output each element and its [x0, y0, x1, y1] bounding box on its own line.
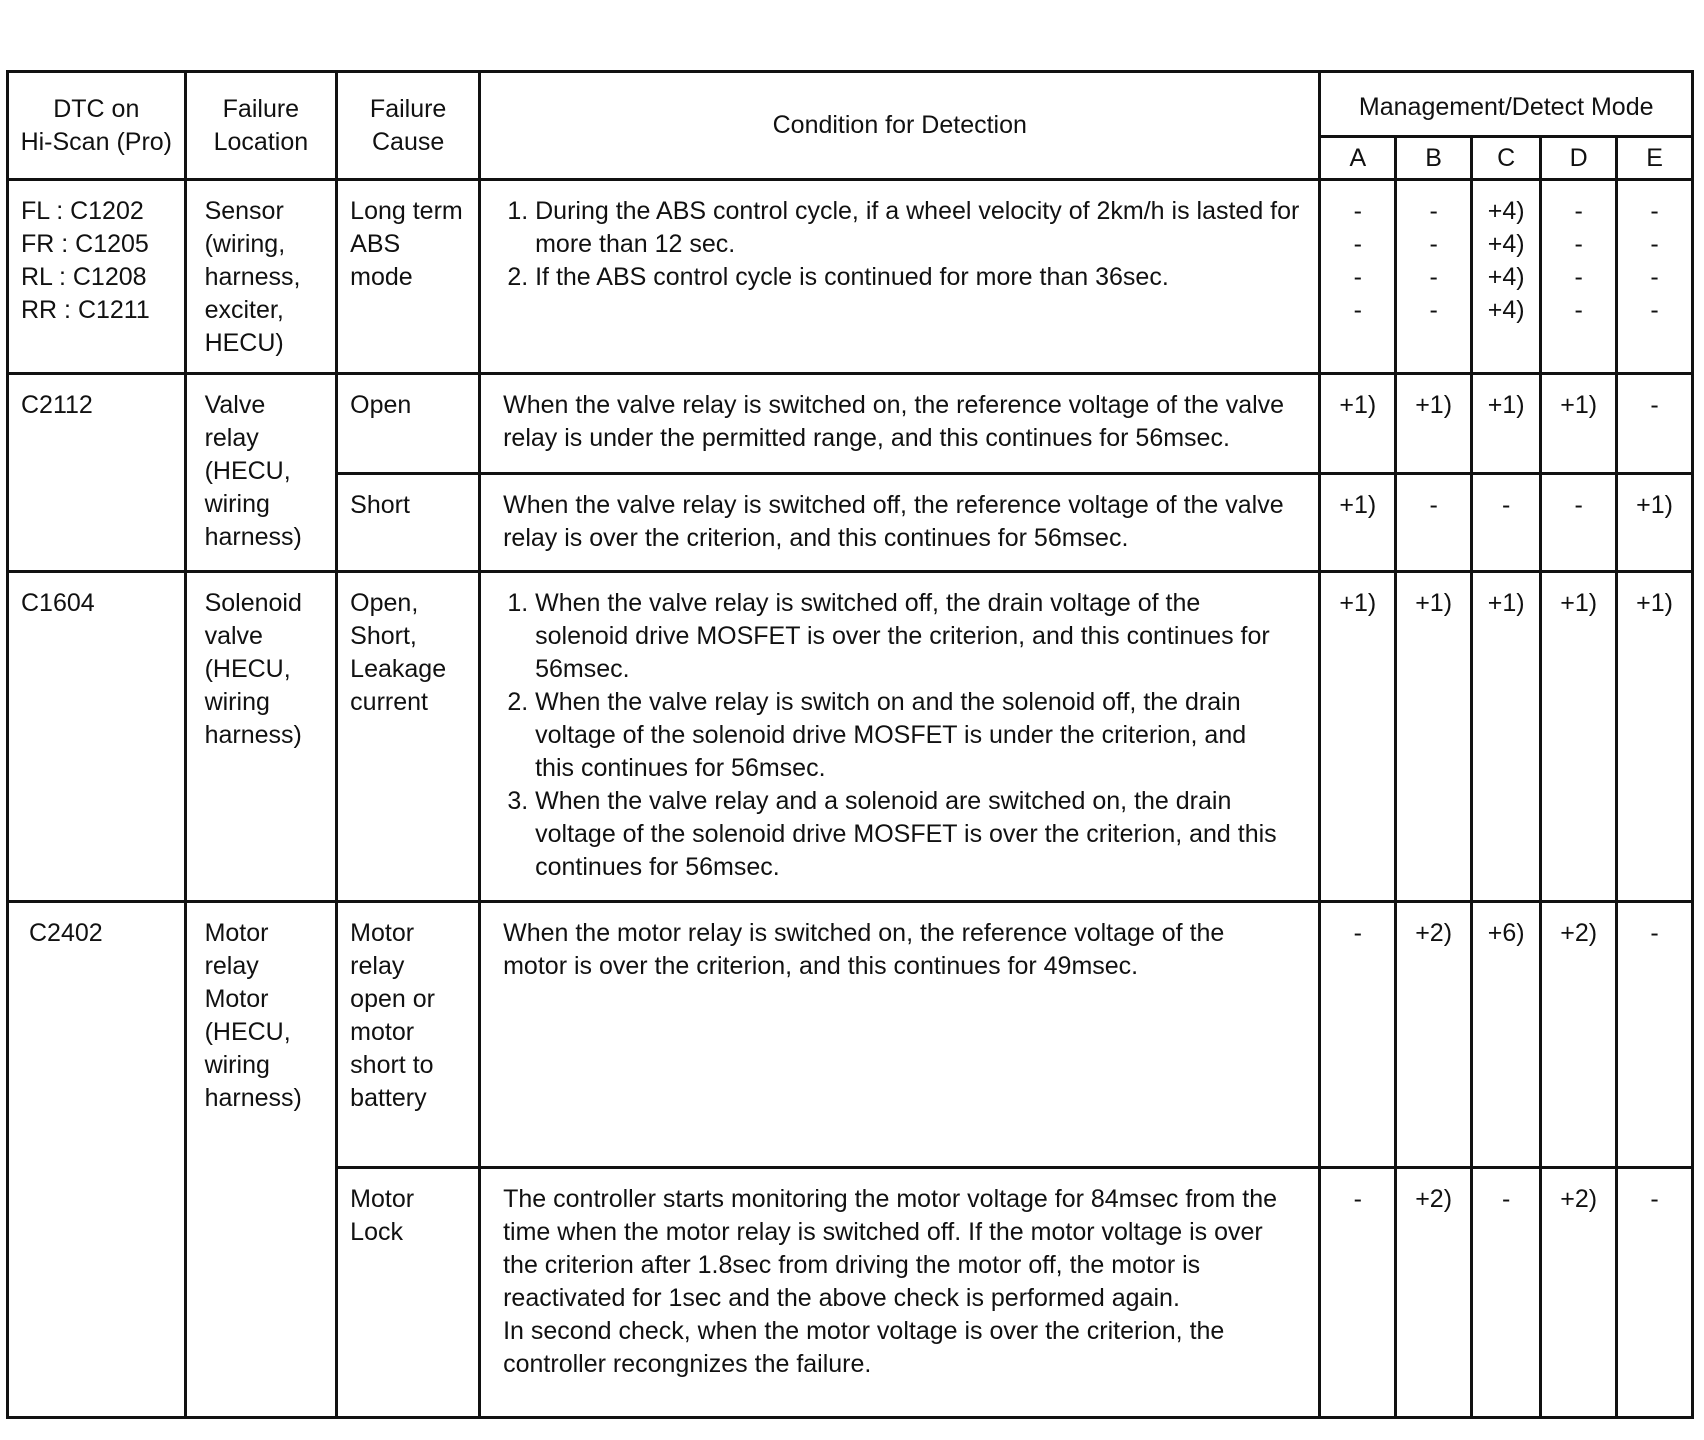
mode-a-cell: +1) — [1320, 374, 1396, 474]
mode-a-cell: +1) — [1320, 572, 1396, 902]
dtc-cell: C2112 — [8, 374, 186, 572]
condition-item: 2. If the ABS control cycle is continued for more than 36sec. — [535, 261, 1318, 294]
mode-c-cell: +4) +4) +4) +4) — [1472, 180, 1541, 374]
mode-e-cell: - — [1617, 1168, 1693, 1418]
mode-b-cell: - — [1396, 474, 1472, 572]
cause-cell: Motor Lock — [337, 1168, 480, 1418]
mode-b-cell: +1) — [1396, 572, 1472, 902]
location-cell: Motor relay Motor (HECU, wiring harness) — [185, 902, 337, 1418]
condition-item: 1. During the ABS control cycle, if a wheel velocity of 2km/h is lasted for more than 12 sec. — [535, 195, 1318, 261]
header-dtc: DTC on Hi-Scan (Pro) — [8, 72, 186, 180]
mode-d-cell: +1) — [1541, 572, 1617, 902]
header-condition: Condition for Detection — [480, 72, 1320, 180]
mode-a-cell: - — [1320, 902, 1396, 1168]
mode-c-cell: - — [1472, 474, 1541, 572]
dtc-table — [6, 70, 1694, 1419]
condition-item: 3. When the valve relay and a solenoid are switched on, the drain voltage of the solenoid drive MOSFET is over the criterion, and this continues for 56msec. — [535, 785, 1288, 884]
header-failure-cause: Failure Cause — [337, 72, 480, 180]
mode-b-cell: - - - - — [1396, 180, 1472, 374]
mode-e-cell: - - - - — [1617, 180, 1693, 374]
mode-e-cell: +1) — [1617, 572, 1693, 902]
table-row — [8, 902, 1693, 1168]
header-mode-a: A — [1320, 137, 1396, 180]
header-mode-d: D — [1541, 137, 1617, 180]
dtc-cell: FL : C1202 FR : C1205 RL : C1208 RR : C1211 — [8, 180, 186, 374]
mode-d-cell: - - - - — [1541, 180, 1617, 374]
condition-cell: When the valve relay is switched off, the reference voltage of the valve relay is over the criterion, and this continues for 56msec. — [480, 474, 1320, 572]
mode-c-cell: - — [1472, 1168, 1541, 1418]
mode-c-cell: +1) — [1472, 572, 1541, 902]
condition-cell — [480, 180, 1320, 374]
mode-a-cell: - — [1320, 1168, 1396, 1418]
mode-d-cell: - — [1541, 474, 1617, 572]
mode-c-cell: +6) — [1472, 902, 1541, 1168]
mode-e-cell: - — [1617, 902, 1693, 1168]
mode-d-cell: +2) — [1541, 1168, 1617, 1418]
table-row — [8, 374, 1693, 474]
mode-d-cell: +1) — [1541, 374, 1617, 474]
mode-b-cell: +1) — [1396, 374, 1472, 474]
dtc-cell: C1604 — [8, 572, 186, 902]
mode-e-cell: - — [1617, 374, 1693, 474]
condition-item: 2. When the valve relay is switch on and the solenoid off, the drain voltage of the solenoid drive MOSFET is under the criterion, and this continues for 56msec. — [535, 686, 1288, 785]
header-mode-b: B — [1396, 137, 1472, 180]
condition-cell: When the motor relay is switched on, the reference voltage of the motor is over the criterion, and this continues for 49msec. — [480, 902, 1320, 1168]
cause-cell: Motor relay open or motor short to battery — [337, 902, 480, 1168]
location-cell: Solenoid valve (HECU, wiring harness) — [185, 572, 337, 902]
header-mode-e: E — [1617, 137, 1693, 180]
dtc-cell: C2402 — [8, 902, 186, 1418]
condition-cell: When the valve relay is switched on, the reference voltage of the valve relay is under the permitted range, and this continues for 56msec. — [480, 374, 1320, 474]
location-cell: Valve relay (HECU, wiring harness) — [185, 374, 337, 572]
mode-b-cell: +2) — [1396, 902, 1472, 1168]
condition-cell: The controller starts monitoring the motor voltage for 84msec from the time when the motor relay is switched off. If the motor voltage is over the criterion after 1.8sec from driving the motor off, the motor is reactivated for 1sec and the above check is performed again. In second check, when the motor voltage is over the criterion, the controller recongnizes the failure. — [480, 1168, 1320, 1418]
mode-d-cell: +2) — [1541, 902, 1617, 1168]
condition-cell — [480, 572, 1320, 902]
mode-b-cell: +2) — [1396, 1168, 1472, 1418]
mode-a-cell: - - - - — [1320, 180, 1396, 374]
table-row — [8, 180, 1693, 374]
cause-cell: Open — [337, 374, 480, 474]
cause-cell: Short — [337, 474, 480, 572]
mode-c-cell: +1) — [1472, 374, 1541, 474]
mode-e-cell: +1) — [1617, 474, 1693, 572]
cause-cell: Long term ABS mode — [337, 180, 480, 374]
header-failure-location: Failure Location — [185, 72, 337, 180]
condition-item: 1. When the valve relay is switched off, the drain voltage of the solenoid drive MOSFET is over the criterion, and this continues for 56msec. — [535, 587, 1288, 686]
table-row — [8, 572, 1693, 902]
cause-cell: Open, Short, Leakage current — [337, 572, 480, 902]
header-mode-group: Management/Detect Mode — [1320, 72, 1693, 137]
location-cell: Sensor (wiring, harness, exciter, HECU) — [185, 180, 337, 374]
mode-a-cell: +1) — [1320, 474, 1396, 572]
header-mode-c: C — [1472, 137, 1541, 180]
